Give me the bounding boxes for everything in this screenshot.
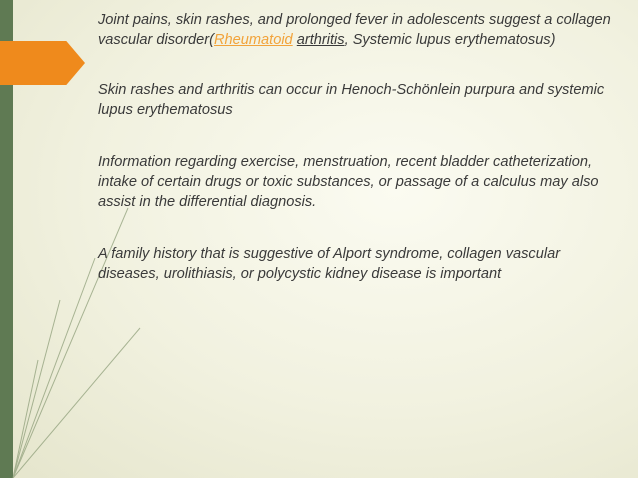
bullet-text: Information regarding exercise, menstruation, recent bladder catheterization, intake of certain drugs or toxic substances, or passage of a calculus may also assist in the differential diagnosis. — [98, 154, 599, 210]
deco-line-5 — [13, 328, 140, 478]
bullet-item — [76, 244, 621, 284]
bullet-text: Skin rashes and arthritis can occur in Henoch-Schönlein purpura and systemic lupus erythematosus — [98, 82, 605, 118]
bullet-text: A family history that is suggestive of Alport syndrome, collagen vascular diseases, urolithiasis, or polycystic kidney disease is important — [98, 246, 561, 282]
rheumatoid-link[interactable]: Rheumatoid — [213, 32, 293, 48]
bullet-text-after: , Systemic lupus erythematosus) — [344, 32, 556, 48]
deco-line-4 — [13, 360, 38, 478]
bullet-item — [76, 80, 621, 120]
bullet-text — [98, 10, 621, 50]
bullet-item — [76, 152, 621, 212]
deco-line-3 — [13, 300, 60, 478]
bullet-list — [76, 10, 621, 284]
bullet-text-before: Joint pains, skin rashes, and prolonged fever in adolescents suggest a collagen vascular disorder( — [98, 12, 611, 48]
deco-line-1 — [13, 258, 95, 478]
bullet-item — [76, 10, 621, 50]
arthritis-link[interactable]: arthritis — [296, 32, 345, 48]
